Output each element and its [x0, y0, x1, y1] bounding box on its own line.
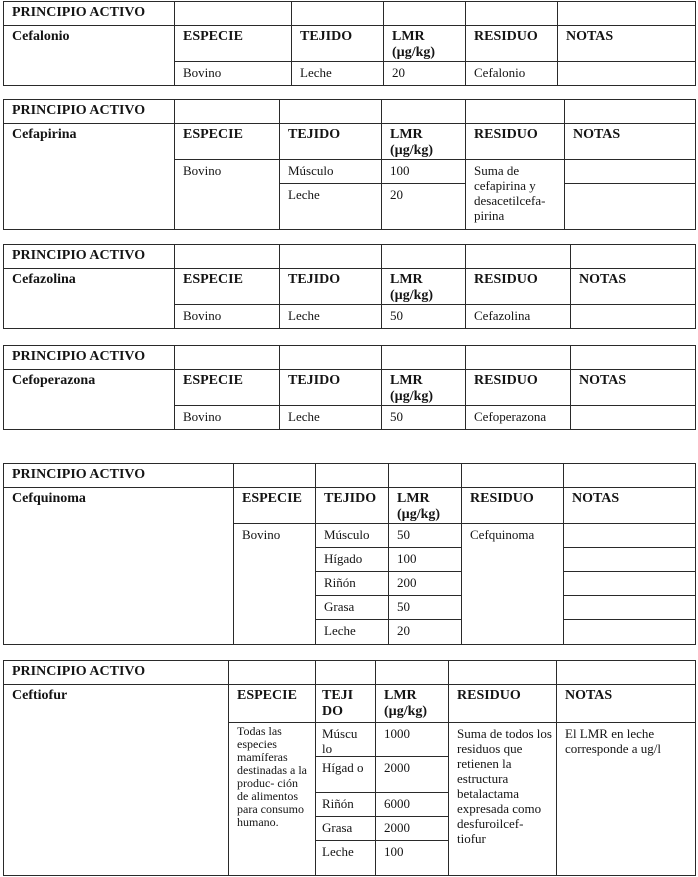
tejido-value: Leche: [280, 406, 382, 430]
col-tejido: TEJIDO: [280, 269, 382, 305]
lmr-value: 2000: [376, 817, 449, 841]
col-tejido: TEJIDO: [280, 370, 382, 406]
notas-value: [571, 406, 696, 430]
table-cefalonio: [3, 1, 696, 86]
drug-name: Cefazolina: [4, 269, 175, 305]
lmr-value: 20: [382, 184, 466, 230]
principio-activo-label: PRINCIPIO ACTIVO: [4, 245, 175, 269]
tejido-value: Leche: [316, 841, 376, 876]
residuo-value: Cefquinoma: [462, 524, 564, 645]
col-residuo: RESIDUO: [466, 124, 565, 160]
col-notas: NOTAS: [565, 124, 696, 160]
col-especie: ESPECIE: [234, 488, 316, 524]
col-tejido: TEJIDO: [316, 488, 389, 524]
especie-value: Bovino: [175, 160, 280, 184]
principio-activo-label: PRINCIPIO ACTIVO: [4, 2, 175, 26]
notas-value: [558, 62, 696, 86]
residuo-value: Suma de cefapirina y desacetilcefa- pirina: [466, 160, 565, 230]
table-cefapirina: [3, 99, 696, 230]
col-residuo: RESIDUO: [449, 685, 557, 723]
lmr-value: 100: [389, 548, 462, 572]
col-residuo: RESIDUO: [466, 370, 571, 406]
residuo-value: Suma de todos los residuos que retienen la estructura betalactama expresada como desfuroilcef- tiofur: [449, 723, 557, 876]
col-notas: NOTAS: [557, 685, 696, 723]
drug-name: Cefapirina: [4, 124, 175, 160]
tejido-value: Grasa: [316, 596, 389, 620]
lmr-value: 20: [389, 620, 462, 645]
col-notas: NOTAS: [571, 370, 696, 406]
table-cefoperazona: [3, 345, 696, 430]
residuo-value: Cefazolina: [466, 305, 571, 329]
col-especie: ESPECIE: [175, 370, 280, 406]
notas-value: El LMR en leche corresponde a ug/l: [557, 723, 696, 876]
especie-value: Bovino: [175, 62, 292, 86]
tejido-value: Hígado: [316, 548, 389, 572]
principio-activo-label: PRINCIPIO ACTIVO: [4, 464, 234, 488]
tejido-value: Leche: [280, 184, 382, 230]
principio-activo-label: PRINCIPIO ACTIVO: [4, 661, 229, 685]
especie-value: Todas las especies mamíferas destinadas a la produc- ción de alimentos para consumo humano.: [229, 723, 316, 876]
col-especie: ESPECIE: [175, 269, 280, 305]
tejido-value: Leche: [280, 305, 382, 329]
tejido-value: Músculo: [280, 160, 382, 184]
col-notas: NOTAS: [558, 26, 696, 62]
col-tejido: TEJIDO: [292, 26, 384, 62]
drug-name: Cefquinoma: [4, 488, 234, 524]
residuo-value: Cefalonio: [466, 62, 558, 86]
table-cefazolina: [3, 244, 696, 329]
lmr-value: 2000: [376, 757, 449, 793]
col-lmr: LMR (µg/kg): [382, 124, 466, 160]
lmr-value: 50: [382, 406, 466, 430]
lmr-value: 100: [382, 160, 466, 184]
table-cefquinoma: [3, 463, 696, 645]
col-especie: ESPECIE: [175, 124, 280, 160]
col-residuo: RESIDUO: [466, 26, 558, 62]
lmr-value: 100: [376, 841, 449, 876]
col-residuo: RESIDUO: [462, 488, 564, 524]
tejido-value: Riñón: [316, 572, 389, 596]
drug-name: Cefalonio: [4, 26, 175, 62]
lmr-value: 6000: [376, 793, 449, 817]
col-lmr: LMR (µg/kg): [389, 488, 462, 524]
col-tejido: TEJIDO: [280, 124, 382, 160]
col-lmr: LMR (µg/kg): [382, 269, 466, 305]
lmr-value: 50: [389, 524, 462, 548]
residuo-value: Cefoperazona: [466, 406, 571, 430]
especie-value: Bovino: [234, 524, 316, 548]
table-ceftiofur: [3, 660, 696, 876]
tejido-value: Múscu lo: [316, 723, 376, 757]
especie-value: Bovino: [175, 406, 280, 430]
col-notas: NOTAS: [571, 269, 696, 305]
col-especie: ESPECIE: [229, 685, 316, 723]
tejido-value: Grasa: [316, 817, 376, 841]
principio-activo-label: PRINCIPIO ACTIVO: [4, 100, 175, 124]
lmr-value: 50: [389, 596, 462, 620]
lmr-value: 20: [384, 62, 466, 86]
tejido-value: Músculo: [316, 524, 389, 548]
lmr-value: 1000: [376, 723, 449, 757]
notas-value: [571, 305, 696, 329]
col-especie: ESPECIE: [175, 26, 292, 62]
col-tejido: TEJI DO: [316, 685, 376, 723]
drug-name: Ceftiofur: [4, 685, 229, 723]
col-lmr: LMR (µg/kg): [376, 685, 449, 723]
notas-value: [564, 524, 696, 548]
col-lmr: LMR (µg/kg): [382, 370, 466, 406]
lmr-value: 50: [382, 305, 466, 329]
tejido-value: Leche: [292, 62, 384, 86]
col-lmr: LMR (µg/kg): [384, 26, 466, 62]
tejido-value: Hígad o: [316, 757, 376, 793]
tejido-value: Riñón: [316, 793, 376, 817]
notas-value: [565, 160, 696, 184]
principio-activo-label: PRINCIPIO ACTIVO: [4, 346, 175, 370]
drug-name: Cefoperazona: [4, 370, 175, 406]
tejido-value: Leche: [316, 620, 389, 645]
col-notas: NOTAS: [564, 488, 696, 524]
col-residuo: RESIDUO: [466, 269, 571, 305]
especie-value: Bovino: [175, 305, 280, 329]
lmr-value: 200: [389, 572, 462, 596]
